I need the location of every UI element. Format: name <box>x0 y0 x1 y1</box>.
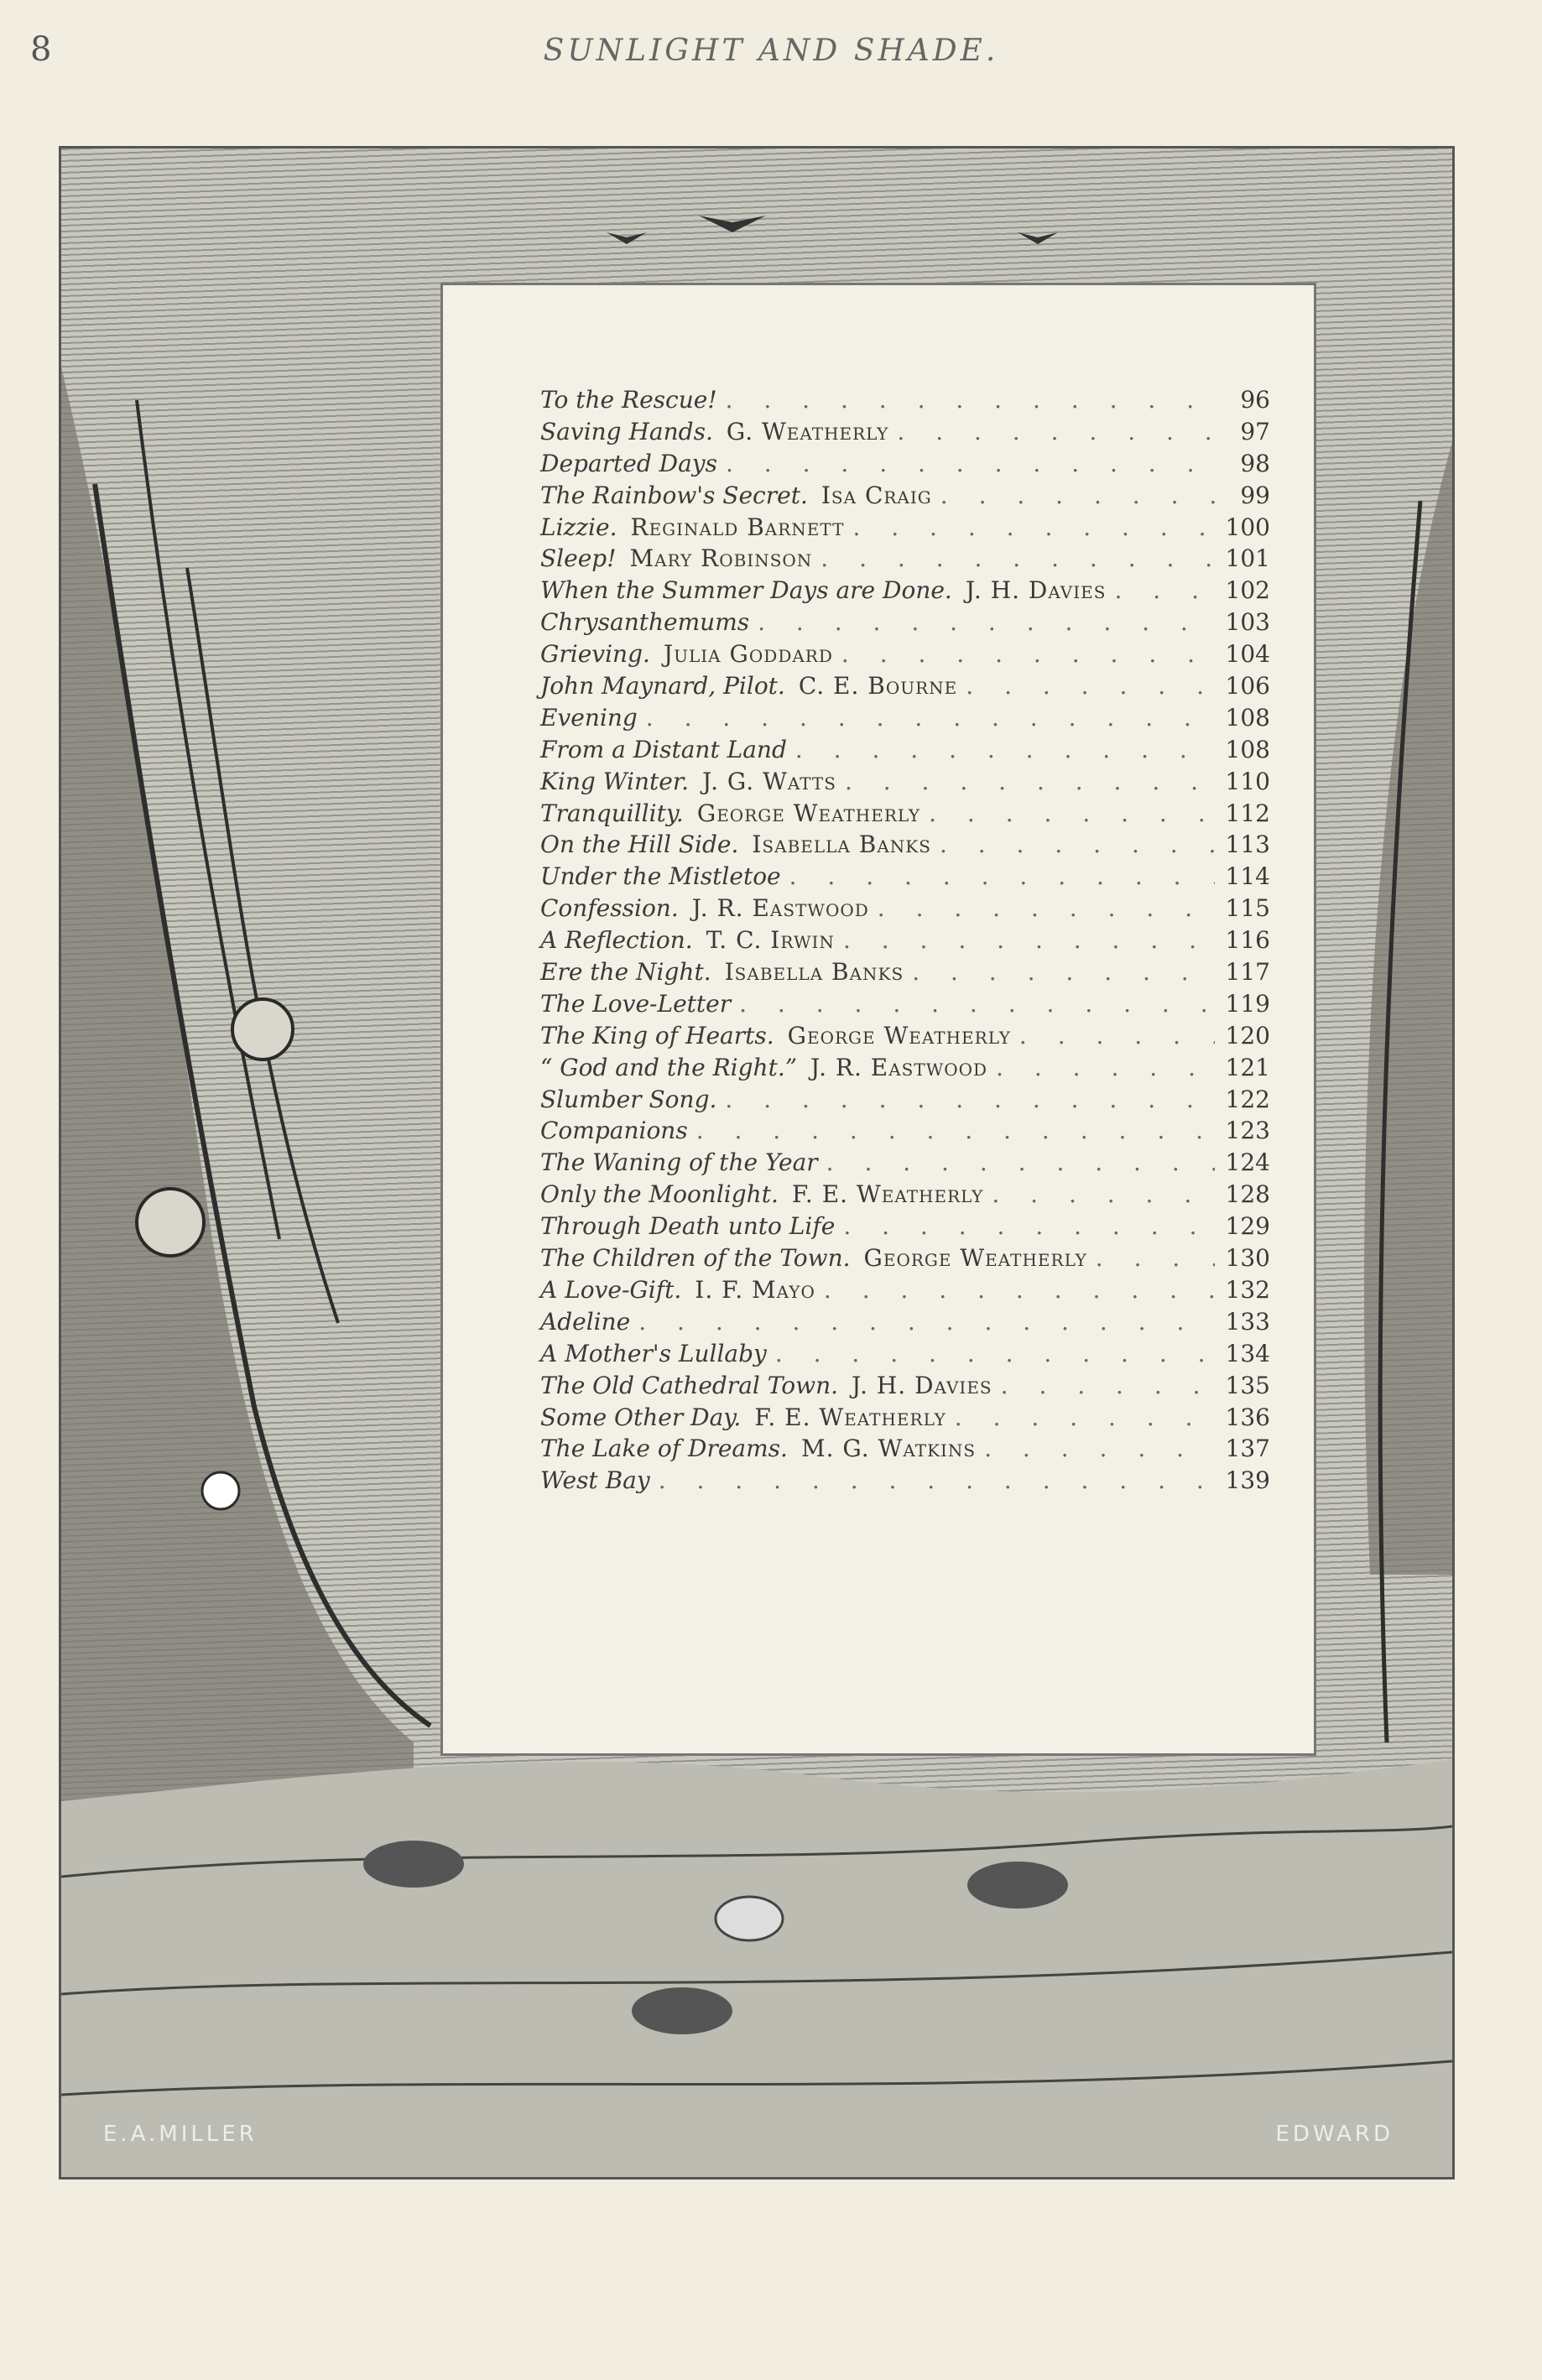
dot-leader <box>843 1211 1215 1242</box>
entry-page-number: 128 <box>1225 1180 1270 1209</box>
dot-leader <box>843 924 1215 956</box>
entry-title: To the Rescue! <box>540 386 717 414</box>
entry-page-number: 98 <box>1240 449 1270 477</box>
dot-leader <box>820 543 1215 575</box>
entry-title: From a Distant Land <box>540 735 787 763</box>
entry-title: John Maynard, Pilot. <box>540 672 785 700</box>
entry-page-number: 116 <box>1225 926 1270 955</box>
contents-entry <box>540 893 1270 924</box>
artist-signature-right: EDWARD <box>1275 2122 1394 2147</box>
dot-leader <box>795 734 1215 766</box>
dot-leader <box>966 670 1215 702</box>
entry-title: Companions <box>540 1117 688 1145</box>
bird <box>1018 232 1058 244</box>
contents-entry <box>540 766 1270 798</box>
entry-page-number: 137 <box>1225 1435 1270 1463</box>
contents-entry <box>540 1465 1270 1497</box>
contents-entry <box>540 829 1270 861</box>
dot-leader <box>955 1402 1215 1434</box>
contents-entry <box>540 1402 1270 1434</box>
contents-entry <box>540 575 1270 607</box>
entry-title: Confession. <box>540 894 679 923</box>
dot-leader <box>841 638 1215 670</box>
entry-author: George Weatherly <box>787 1021 1011 1049</box>
contents-entry <box>540 1433 1270 1465</box>
dot-leader <box>929 798 1215 830</box>
dot-leader <box>912 956 1215 988</box>
entry-title: Under the Mistletoe <box>540 862 781 891</box>
entry-page-number: 108 <box>1225 703 1270 732</box>
entry-title: The Children of the Town. <box>540 1244 851 1273</box>
entry-author: T. C. Irwin <box>706 926 835 955</box>
entry-page-number: 101 <box>1225 544 1270 573</box>
contents-panel <box>440 283 1316 1756</box>
entry-title: The Waning of the Year <box>540 1148 818 1177</box>
running-title: SUNLIGHT AND SHADE. <box>543 34 999 68</box>
entry-page-number: 117 <box>1225 958 1270 987</box>
contents-entry <box>540 480 1270 512</box>
entry-title: Through Death unto Life <box>540 1212 836 1241</box>
entry-title: Sleep! <box>540 544 617 573</box>
entry-page-number: 110 <box>1225 767 1270 795</box>
contents-entry <box>540 861 1270 893</box>
entry-title: The Lake of Dreams. <box>540 1435 788 1463</box>
dot-leader <box>725 1084 1215 1116</box>
dot-leader <box>878 893 1215 924</box>
entry-page-number: 100 <box>1225 513 1270 541</box>
dot-leader <box>940 829 1215 861</box>
entry-page-number: 114 <box>1225 862 1270 891</box>
contents-entry <box>540 448 1270 480</box>
entry-title: West Bay <box>540 1466 650 1495</box>
entry-title: Tranquillity. <box>540 799 684 827</box>
dot-leader <box>824 1274 1215 1306</box>
entry-page-number: 108 <box>1225 735 1270 763</box>
entry-page-number: 122 <box>1225 1085 1270 1113</box>
flower <box>232 999 293 1060</box>
entry-author: J. R. Eastwood <box>691 894 869 923</box>
entry-page-number: 139 <box>1225 1466 1270 1495</box>
bird <box>716 1897 783 1940</box>
entry-author: F. E. Weatherly <box>791 1180 984 1209</box>
entry-title: “ God and the Right.” <box>540 1053 798 1081</box>
entry-author: C. E. Bourne <box>798 672 958 700</box>
dot-leader <box>1019 1020 1215 1052</box>
entry-page-number: 124 <box>1225 1148 1270 1177</box>
entry-page-number: 132 <box>1225 1275 1270 1304</box>
entry-author: Reginald Barnett <box>630 513 845 541</box>
entry-title: Saving Hands. <box>540 417 713 445</box>
entry-page-number: 115 <box>1225 894 1270 923</box>
contents-entry <box>540 1370 1270 1402</box>
entry-page-number: 103 <box>1225 608 1270 637</box>
dot-leader <box>996 1052 1215 1084</box>
contents-entry <box>540 607 1270 638</box>
entry-author: J. H. Davies <box>852 1371 992 1399</box>
entry-title: The Love-Letter <box>540 989 732 1018</box>
contents-entry <box>540 1020 1270 1052</box>
entry-page-number: 136 <box>1225 1403 1270 1431</box>
dot-leader <box>1096 1242 1215 1274</box>
flower <box>202 1472 239 1509</box>
contents-entry <box>540 1115 1270 1147</box>
entry-page-number: 130 <box>1225 1244 1270 1273</box>
dot-leader <box>696 1115 1215 1147</box>
dot-leader <box>758 607 1215 638</box>
entry-author: Mary Robinson <box>629 544 813 573</box>
dot-leader <box>940 480 1215 512</box>
entry-author: G. Weatherly <box>726 417 889 445</box>
entry-page-number: 120 <box>1225 1021 1270 1049</box>
entry-page-number: 97 <box>1240 417 1270 445</box>
entry-title: A Love-Gift. <box>540 1275 682 1304</box>
contents-entry <box>540 543 1270 575</box>
bird <box>632 1987 732 2034</box>
entry-author: F. E. Weatherly <box>754 1403 946 1431</box>
entry-page-number: 112 <box>1225 799 1270 827</box>
entry-page-number: 135 <box>1225 1371 1270 1399</box>
entry-author: George Weatherly <box>863 1244 1087 1273</box>
entry-title: Departed Days <box>540 449 717 477</box>
dot-leader <box>992 1179 1215 1211</box>
contents-entry <box>540 638 1270 670</box>
entry-page-number: 96 <box>1240 386 1270 414</box>
engraving-frame <box>59 146 1455 2179</box>
entry-title: The Rainbow's Secret. <box>540 481 808 509</box>
entry-title: Grieving. <box>540 640 650 669</box>
entry-title: A Mother's Lullaby <box>540 1339 767 1367</box>
dot-leader <box>659 1465 1215 1497</box>
entry-author: J. R. Eastwood <box>810 1053 988 1081</box>
entry-title: The Old Cathedral Town. <box>540 1371 839 1399</box>
entry-title: Slumber Song. <box>540 1085 717 1113</box>
entry-title: King Winter. <box>540 767 690 795</box>
contents-entry <box>540 1211 1270 1242</box>
page-number: 8 <box>30 30 52 69</box>
contents-entry <box>540 1338 1270 1370</box>
entry-author: Julia Goddard <box>663 640 833 669</box>
entry-title: The King of Hearts. <box>540 1021 774 1049</box>
bird <box>699 216 766 232</box>
dot-leader <box>726 448 1215 480</box>
dot-leader <box>1001 1370 1215 1402</box>
contents-entry <box>540 670 1270 702</box>
contents-entry <box>540 702 1270 734</box>
contents-list <box>540 384 1270 1497</box>
contents-entry <box>540 1052 1270 1084</box>
entry-title: Adeline <box>540 1307 631 1336</box>
dot-leader <box>789 861 1215 893</box>
contents-entry <box>540 384 1270 416</box>
contents-entry <box>540 1179 1270 1211</box>
entry-author: George Weatherly <box>696 799 921 827</box>
contents-entry <box>540 734 1270 766</box>
contents-entry <box>540 1084 1270 1116</box>
entry-page-number: 106 <box>1225 672 1270 700</box>
contents-entry <box>540 1242 1270 1274</box>
entry-page-number: 119 <box>1225 989 1270 1018</box>
entry-author: Isabella Banks <box>724 958 904 987</box>
entry-page-number: 129 <box>1225 1212 1270 1241</box>
artist-signature-left: E.A.MILLER <box>103 2122 258 2147</box>
entry-page-number: 134 <box>1225 1339 1270 1367</box>
entry-author: J. H. Davies <box>965 576 1107 605</box>
entry-title: Only the Moonlight. <box>540 1180 779 1209</box>
bird <box>967 1862 1068 1909</box>
entry-title: On the Hill Side. <box>540 831 739 859</box>
entry-page-number: 104 <box>1225 640 1270 669</box>
contents-entry <box>540 1147 1270 1179</box>
contents-entry <box>540 1274 1270 1306</box>
entry-title: When the Summer Days are Done. <box>540 576 952 605</box>
dot-leader <box>984 1433 1215 1465</box>
entry-title: Chrysanthemums <box>540 608 750 637</box>
dot-leader <box>739 988 1215 1020</box>
contents-entry <box>540 988 1270 1020</box>
contents-entry <box>540 416 1270 448</box>
entry-page-number: 123 <box>1225 1117 1270 1145</box>
contents-entry <box>540 956 1270 988</box>
entry-title: Evening <box>540 703 638 732</box>
flower <box>137 1189 204 1256</box>
contents-entry <box>540 798 1270 830</box>
dot-leader <box>646 702 1215 734</box>
entry-author: J. G. Watts <box>702 767 836 795</box>
dot-leader <box>852 512 1215 544</box>
entry-title: Ere the Night. <box>540 958 711 987</box>
dot-leader <box>845 766 1215 798</box>
entry-page-number: 121 <box>1225 1053 1270 1081</box>
dot-leader <box>638 1306 1215 1338</box>
dot-leader <box>1114 575 1215 607</box>
entry-author: Isabella Banks <box>752 831 931 859</box>
entry-author: Isa Craig <box>820 481 932 509</box>
bird <box>607 232 647 244</box>
contents-entry <box>540 512 1270 544</box>
entry-page-number: 133 <box>1225 1307 1270 1336</box>
entry-page-number: 99 <box>1240 481 1270 509</box>
dot-leader <box>775 1338 1215 1370</box>
dot-leader <box>897 416 1215 448</box>
entry-page-number: 113 <box>1225 831 1270 859</box>
entry-title: Some Other Day. <box>540 1403 742 1431</box>
entry-author: I. F. Mayo <box>695 1275 815 1304</box>
dot-leader <box>826 1147 1215 1179</box>
entry-title: Lizzie. <box>540 513 617 541</box>
dot-leader <box>726 384 1215 416</box>
contents-entry <box>540 924 1270 956</box>
entry-author: M. G. Watkins <box>800 1435 977 1463</box>
bird <box>363 1841 464 1888</box>
entry-page-number: 102 <box>1225 576 1270 605</box>
entry-title: A Reflection. <box>540 926 693 955</box>
contents-entry <box>540 1306 1270 1338</box>
